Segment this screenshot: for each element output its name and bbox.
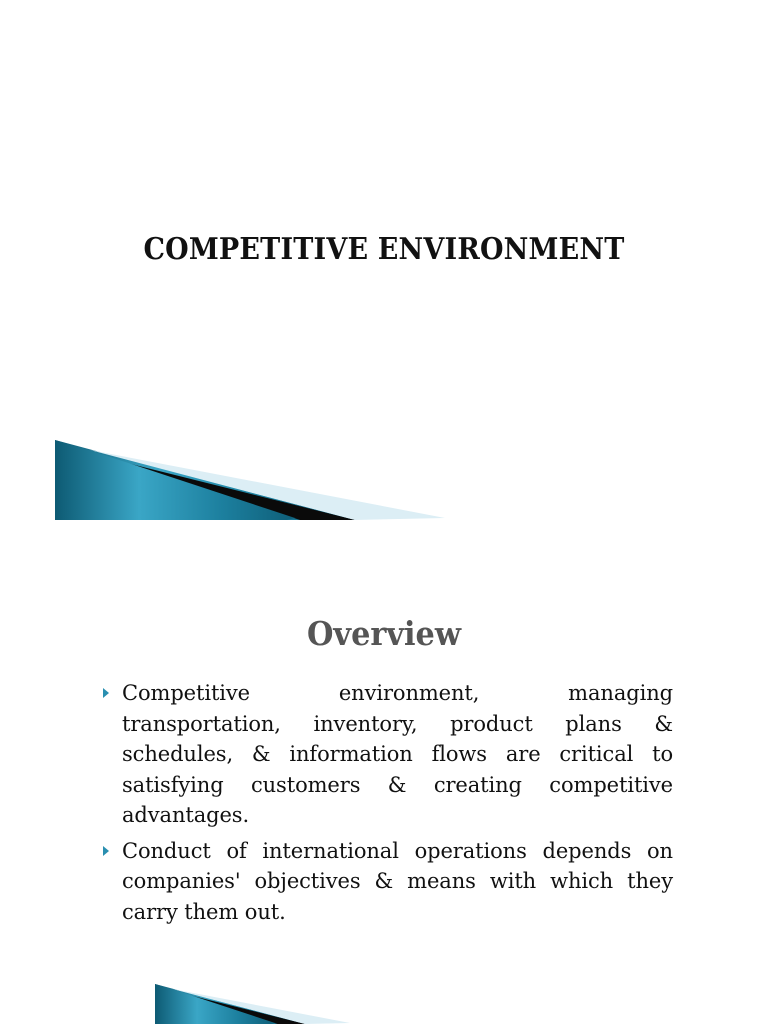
bullet-item — [103, 678, 673, 831]
bullet-text: Competitive environment, managing transportation, inventory, product plans & schedules, & information flows are critical to satisfying customers & creating competitive advantages. — [122, 681, 673, 827]
bullet-list — [103, 678, 673, 932]
swoosh-decoration — [55, 440, 455, 520]
triangle-right-icon — [103, 688, 109, 698]
triangle-right-icon — [103, 846, 109, 856]
bullet-text: Conduct of international operations depends on companies' objectives & means with which they carry them out. — [122, 838, 673, 924]
swoosh-decoration — [55, 984, 455, 1024]
slide-title-heading: COMPETITIVE ENVIRONMENT — [143, 232, 625, 267]
overview-heading: Overview — [306, 614, 462, 653]
bullet-item — [103, 836, 673, 928]
